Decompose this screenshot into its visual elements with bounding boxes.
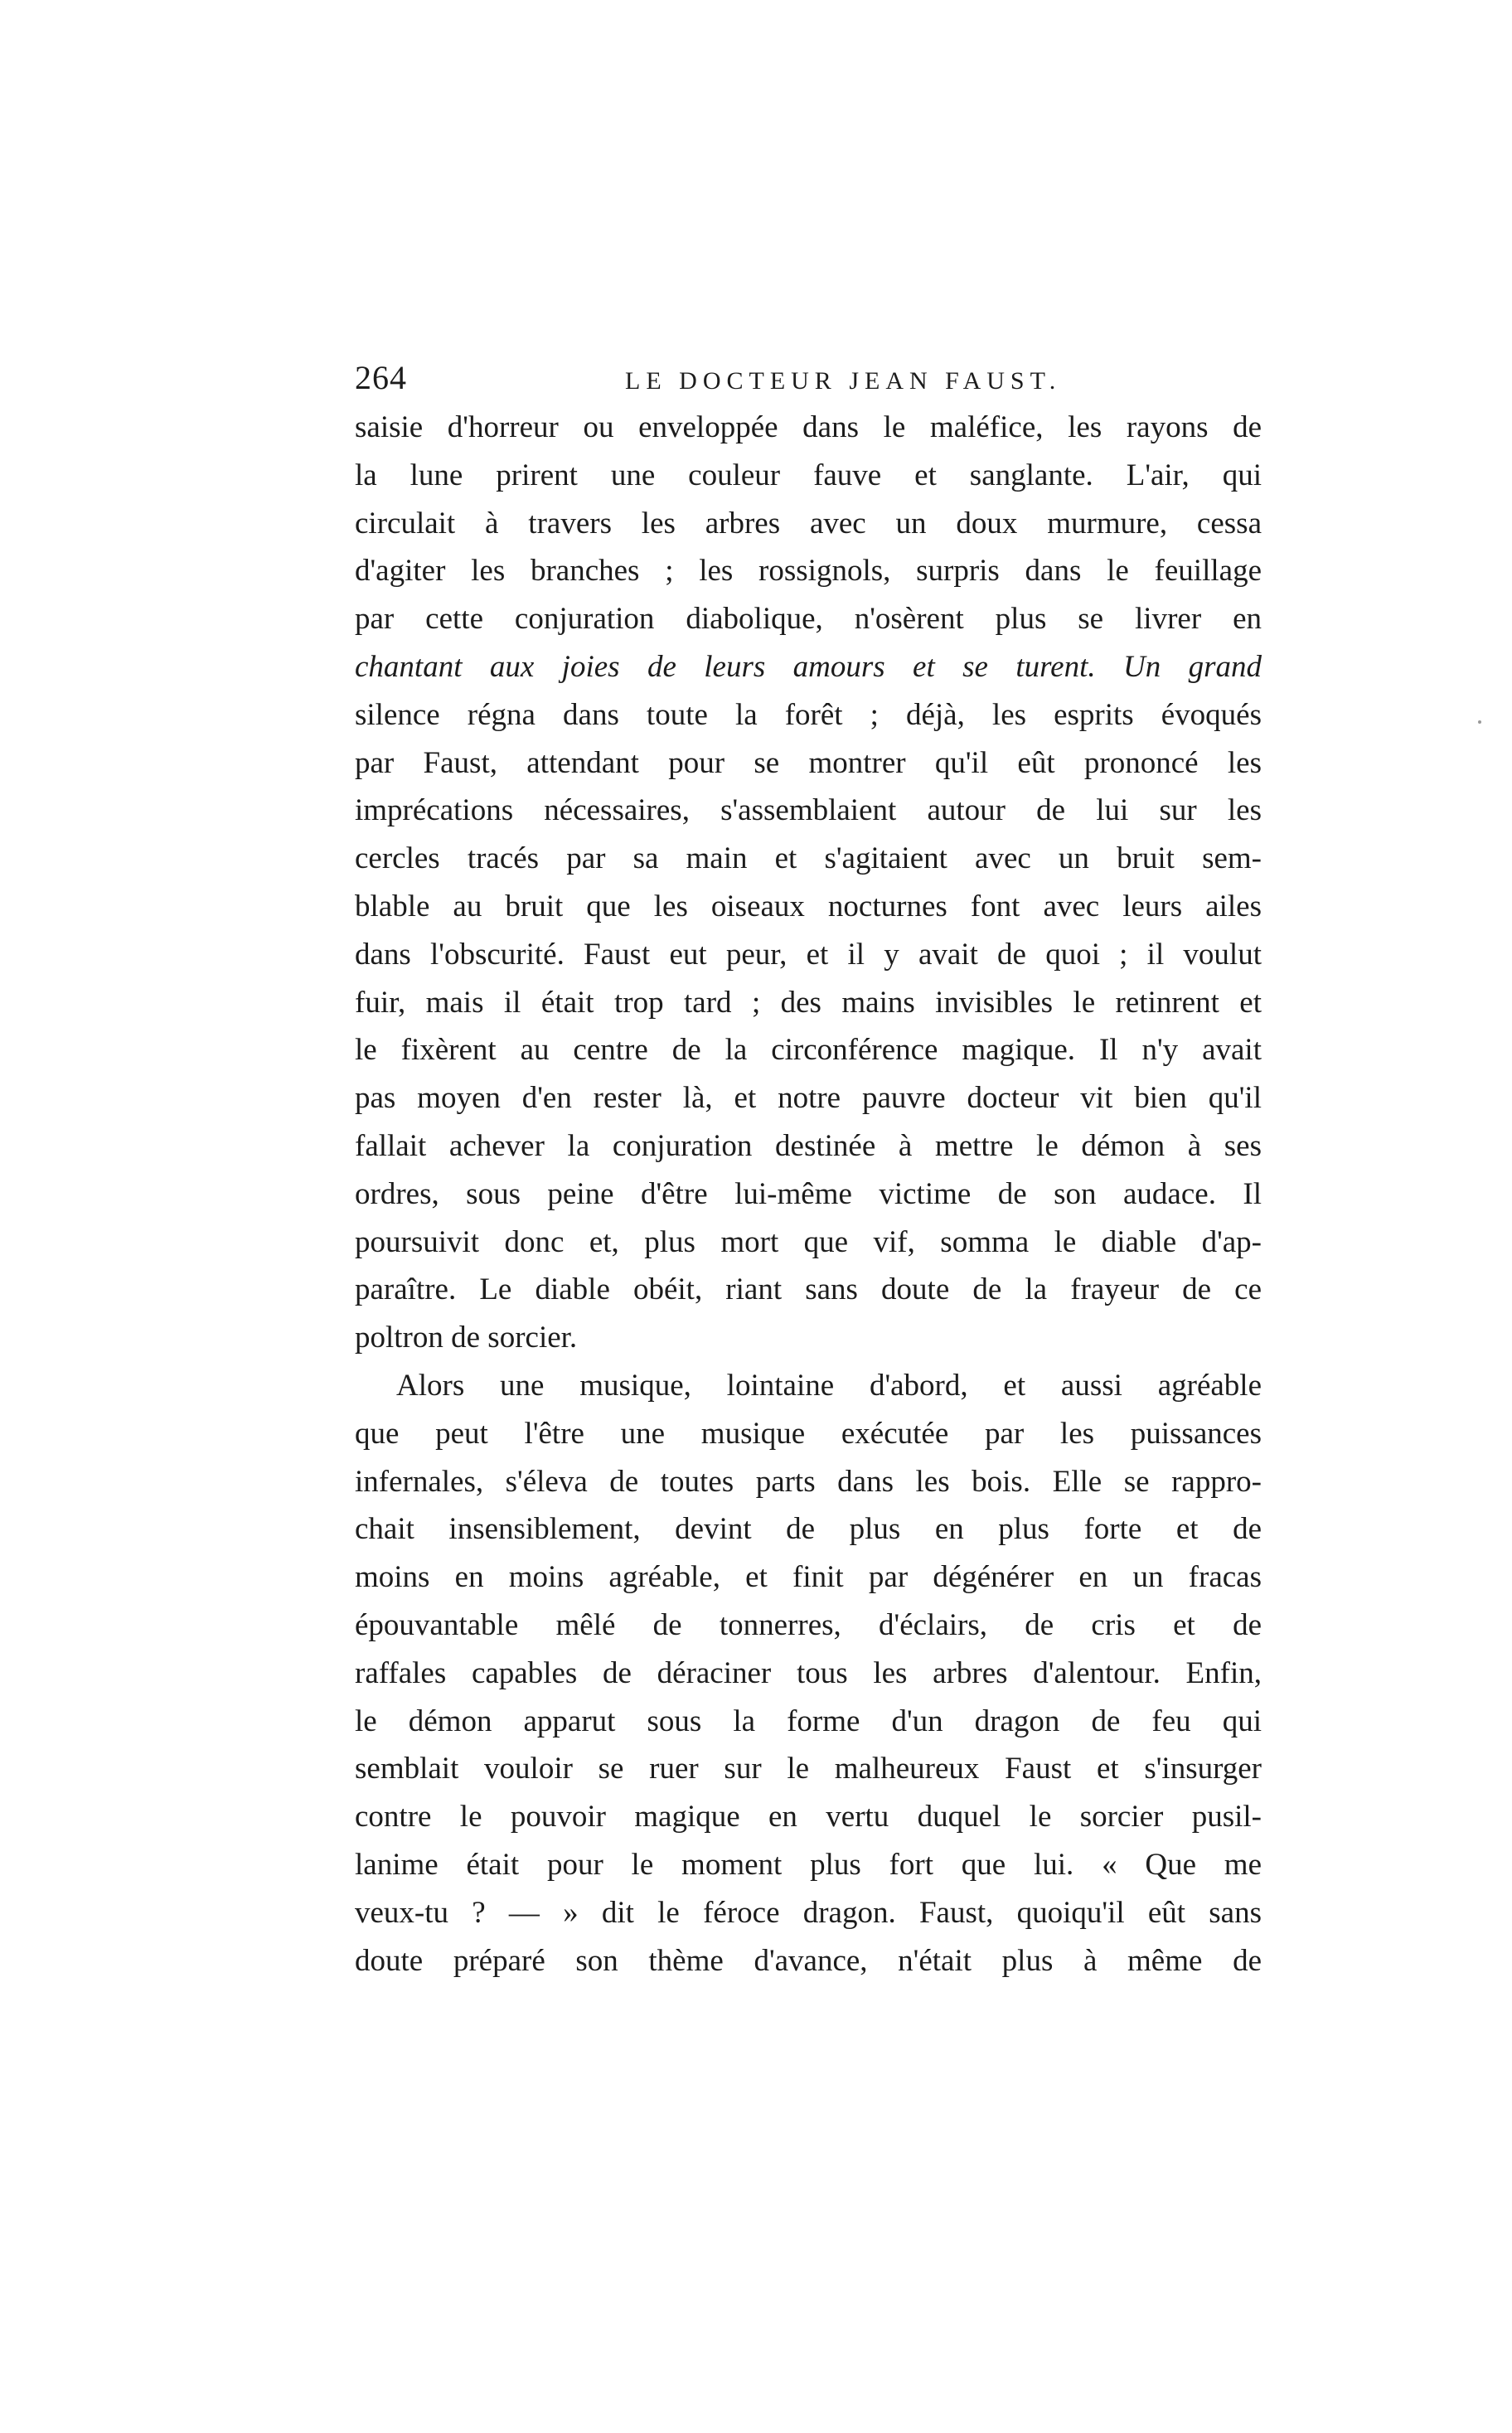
text-line: ordres, sous peine d'être lui-même victime de son audace. Il <box>355 1176 1262 1211</box>
running-head: LE DOCTEUR JEAN FAUST. <box>625 367 1062 395</box>
text-line: raffales capables de déraciner tous les arbres d'alentour. Enfin, <box>355 1655 1262 1690</box>
page-header <box>355 355 1267 401</box>
text-line: fuir, mais il était trop tard ; des mains invisibles le retinrent et <box>355 985 1262 1020</box>
text-line: silence régna dans toute la forêt ; déjà, les esprits évoqués <box>355 697 1262 732</box>
text-line: imprécations nécessaires, s'assemblaient autour de lui sur les <box>355 793 1262 828</box>
paragraph-start-line: Alors une musique, lointaine d'abord, et aussi agréable <box>396 1368 1262 1403</box>
text-line: veux-tu ? — » dit le féroce dragon. Faust, quoiqu'il eût sans <box>355 1895 1262 1930</box>
text-line: fallait achever la conjuration destinée à mettre le démon à ses <box>355 1128 1262 1163</box>
text-line: contre le pouvoir magique en vertu duquel le sorcier pusil- <box>355 1800 1262 1834</box>
scan-speck <box>1478 720 1481 724</box>
text-line: paraître. Le diable obéit, riant sans doute de la frayeur de ce <box>355 1272 1262 1307</box>
text-line: saisie d'horreur ou enveloppée dans le maléfice, les rayons de <box>355 410 1262 444</box>
page-number: 264 <box>355 359 407 396</box>
text-line: par cette conjuration diabolique, n'osèrent plus se livrer en <box>355 602 1262 637</box>
text-line: chantant aux joies de leurs amours et se turent. Un grand <box>355 649 1262 684</box>
text-line: poursuivit donc et, plus mort que vif, somma le diable d'ap- <box>355 1224 1262 1259</box>
text-line: poltron de sorcier. <box>355 1321 578 1355</box>
text-line: lanime était pour le moment plus fort que lui. « Que me <box>355 1847 1262 1882</box>
body-text <box>355 404 1262 1985</box>
text-line: doute préparé son thème d'avance, n'était plus à même de <box>355 1943 1262 1978</box>
text-line: pas moyen d'en rester là, et notre pauvre docteur vit bien qu'il <box>355 1081 1262 1116</box>
text-line: par Faust, attendant pour se montrer qu'il eût prononcé les <box>355 745 1262 780</box>
text-line: dans l'obscurité. Faust eut peur, et il y avait de quoi ; il voulut <box>355 937 1262 972</box>
text-line: circulait à travers les arbres avec un doux murmure, cessa <box>355 506 1262 540</box>
text-line: la lune prirent une couleur fauve et sanglante. L'air, qui <box>355 458 1262 492</box>
text-line: moins en moins agréable, et finit par dégénérer en un fracas <box>355 1560 1262 1595</box>
text-line: que peut l'être une musique exécutée par les puissances <box>355 1416 1262 1451</box>
text-line: d'agiter les branches ; les rossignols, surpris dans le feuillage <box>355 554 1262 589</box>
text-line: le fixèrent au centre de la circonférence magique. Il n'y avait <box>355 1033 1262 1068</box>
text-line: semblait vouloir se ruer sur le malheureux Faust et s'insurger <box>355 1752 1262 1786</box>
text-line: le démon apparut sous la forme d'un dragon de feu qui <box>355 1704 1262 1738</box>
text-line: chait insensiblement, devint de plus en plus forte et de <box>355 1512 1262 1547</box>
text-line: infernales, s'éleva de toutes parts dans les bois. Elle se rappro- <box>355 1464 1262 1499</box>
text-line: blable au bruit que les oiseaux nocturnes font avec leurs ailes <box>355 889 1262 923</box>
text-line: cercles tracés par sa main et s'agitaient avec un bruit sem- <box>355 841 1262 876</box>
text-line: épouvantable mêlé de tonnerres, d'éclairs, de cris et de <box>355 1607 1262 1642</box>
